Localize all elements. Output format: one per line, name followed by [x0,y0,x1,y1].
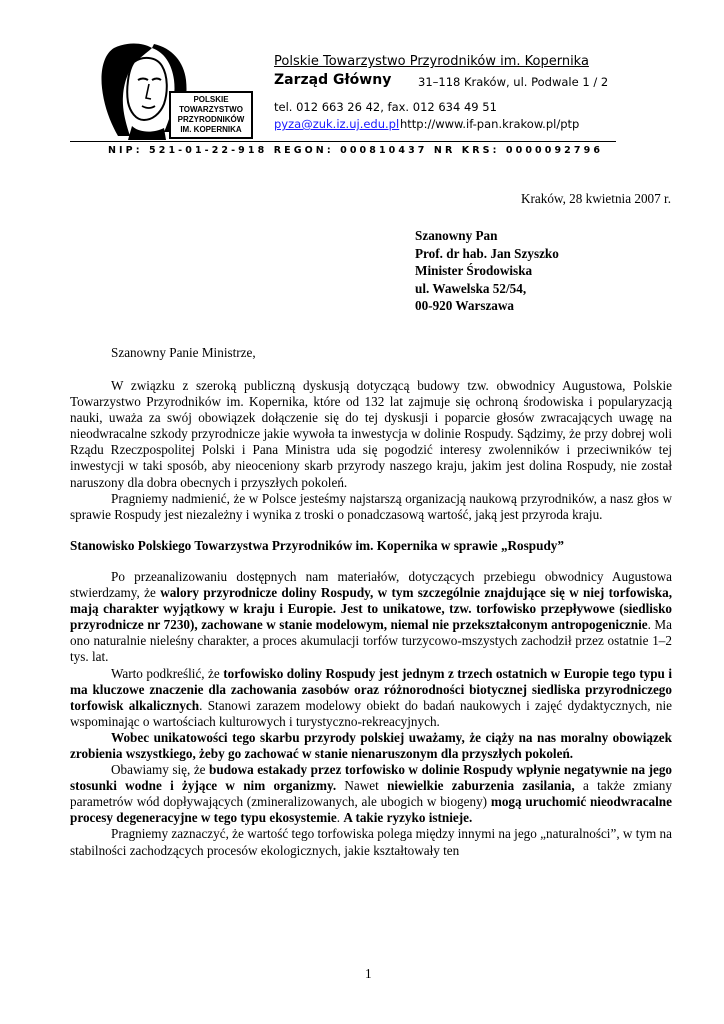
paragraph-intro: W związku z szeroką publiczną dyskusją dotyczącą budowy tzw. obwodnicy Augustowa, Polskie Towarzystwo Przyrodników im. Kopernika, które od 132 lat zajmuje się ochroną środowiska i popularyzacją nauki, uważa za swój obowiązek dołączenie się do tej dyskusji i poparcie głosów zwracających uwagę na nieodwracalne szkody przyrodnicze jakie wywoła ta inwestycja w dolinie Rospudy. Sądzimy, że przy dobrej woli Rządu Rzeczpospolitej Polski i Pana Ministra uda się pogodzić interesy zwolenników i przeciwników tej inwestycji w taki sposób, aby nieoceniony skarb przyrody naszego kraju, jakim jest dolina Rospudy, nie został naruszony dla dobra obecnych i przyszłych pokoleń. [70,378,672,490]
bold-run: torfowisko doliny Rospudy jest jednym z trzech ostatnich w Europie tego typu i ma kluczowe znaczenie dla zachowania zasobów oraz różnorodności biotycznej siedliska przyrodniczego torfowisk alkalicznych [70,665,672,713]
salutation: Szanowny Panie Ministrze, [111,345,256,360]
bold-run: Wobec unikatowości tego skarbu przyrody polskiej uważamy, że ciąży na nas moralny obowiązek zrobienia wszystkiego, żeby go zachować w stanie nienaruszonym dla przyszłych pokoleń. [70,729,672,761]
paragraph-uniqueness [70,666,672,730]
text-run: Po przeanalizowaniu dostępnych nam materiałów, dotyczących przebiegu obwodnicy Augustowa stwierdzamy, że [70,568,672,601]
bold-run: budowa estakady przez torfowisko w dolinie Rospudy wpłynie negatywnie na jego stosunki wodne i żyjące w nim organizmy. [70,762,673,794]
text-run: Nawet [336,778,388,794]
recipient-line: Prof. dr hab. Jan Szyszko [415,245,559,261]
logo-text-line-2: TOWARZYSTWO [179,105,243,114]
phone-fax: tel. 012 663 26 42, fax. 012 634 49 51 [274,100,497,114]
bold-run: walory przyrodnicze doliny Rospudy, w tym szczególnie znajdujące się w niej torfowiska, mają charakter wyjątkowy w kraju i Europie. Jest to unikatowe, tzw. torfowisko przepływowe (siedlisko przyrodnicze nr 7230), zachowane w stanie modelowym, niemal nie przekształconym antropogenicznie [70,585,672,633]
organization-address: 31–118 Kraków, ul. Podwale 1 / 2 [418,75,609,89]
logo-text-line-4: IM. KOPERNIKA [180,125,242,134]
registration-ids: NIP: 521-01-22-918 REGON: 000810437 NR KRS: 0000092796 [108,145,604,156]
paragraph-concerns [70,762,672,826]
recipient-block [415,227,559,315]
paragraph-values [70,569,672,666]
text-run: a także zmiany parametrów wód dopływających (zmineralizowanych, ale ubogich w biogeny) [70,778,672,810]
letter-body [70,378,672,859]
paragraph-organization: Pragniemy nadmienić, że w Polsce jesteśmy najstarszą organizacją naukową przyrodników, a nasz głos w sprawie Rospudy jest niezależny i wynika z troski o ponadczasową wartość, jaką jest przyroda kraju. [70,490,672,522]
bold-run: mogą uruchomić nieodwracalne procesy degeneracyjne w tego typu ekosystemie [70,794,672,826]
recipient-line: 00-920 Warszawa [415,298,515,313]
website-link[interactable]: http://www.if-pan.krakow.pl/ptp [400,117,580,131]
email-link[interactable]: pyza@zuk.iz.uj.edu.pl [274,117,400,131]
bold-run: niewielkie zaburzenia zasilania, [387,778,575,794]
recipient-line: Minister Środowiska [415,263,533,278]
letter-date: Kraków, 28 kwietnia 2007 r. [520,191,671,206]
paragraph-obligation [70,730,672,762]
text-run: . Stanowi zarazem modelowy obiekt do badań naukowych i zajęć dydaktycznych, nie wspominając o wartościach kulturowych i turystyczno-rekreacyjnych. [70,697,672,729]
text-run: Obawiamy się, że [111,762,210,778]
page-number: 1 [365,966,372,981]
paragraph-naturalness: Pragniemy zaznaczyć, że wartość tego torfowiska polega między innymi na jego „naturalności”, w tym na stabilności zachodzących procesów ekologicznych, jakie kształtowały ten [70,826,672,858]
text-run: . Ma ono naturalnie nieleśny charakter, a proces akumulacji torfów turzycowo-mszystych zachodził przez ostatnie 1–2 tys. lat. [70,617,672,665]
recipient-line: ul. Wawelska 52/54, [415,280,527,296]
organization-name: Polskie Towarzystwo Przyrodników im. Kopernika [274,54,589,69]
logo-text-line-1: POLSKIE [193,95,229,104]
text-run: Warto podkreślić, że [111,665,224,681]
board-title: Zarząd Główny [274,72,392,88]
bold-run: A takie ryzyko istnieje. [343,810,473,826]
recipient-line: Szanowny Pan [415,228,498,243]
position-heading: Stanowisko Polskiego Towarzystwa Przyrodników im. Kopernika w sprawie „Rospudy” [70,537,564,553]
text-run: . [336,810,344,826]
logo-text-line-3: PRZYRODNIKÓW [177,115,245,124]
letterhead-divider [70,141,616,142]
society-logo [92,40,254,140]
